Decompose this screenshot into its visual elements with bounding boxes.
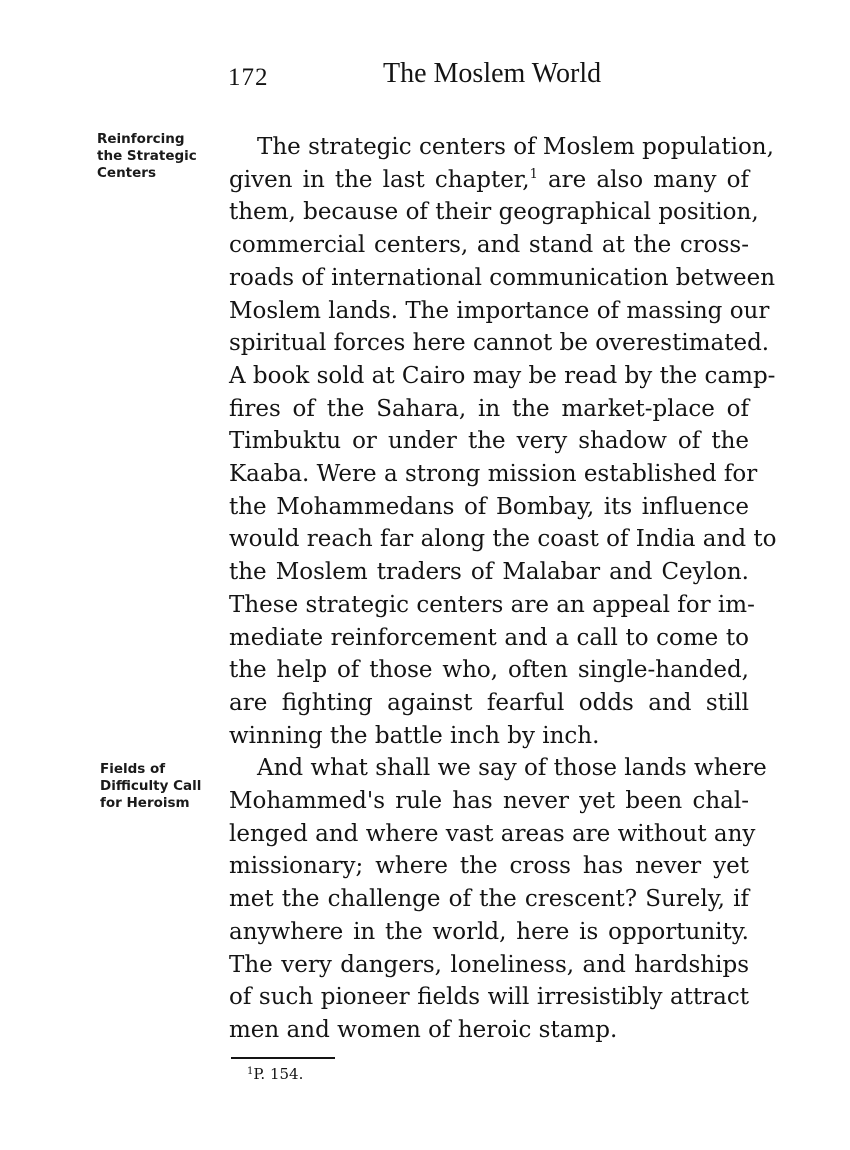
- margin-note-fields: [100, 761, 235, 812]
- text-line: spiritual forces here cannot be overestimated.: [229, 330, 770, 357]
- text-line: men and women of heroic stamp.: [229, 1016, 618, 1043]
- text-line: The very dangers, loneliness, and hardships: [229, 951, 749, 978]
- margin-note-line: the Strategic: [97, 148, 197, 164]
- text-line: And what shall we say of those lands where: [257, 755, 767, 782]
- margin-note-line: for Heroism: [100, 795, 190, 811]
- margin-note-reinforcing: [97, 131, 232, 182]
- text-line: commercial centers, and stand at the cross-: [229, 232, 749, 259]
- text-line: Mohammed's rule has never yet been chal-: [229, 788, 749, 815]
- text-line: Moslem lands. The importance of massing our: [229, 297, 770, 324]
- text-line: them, because of their geographical position,: [229, 199, 759, 226]
- text-line: [229, 164, 749, 197]
- text-line: the Mohammedans of Bombay, its influence: [229, 493, 749, 520]
- text-line: A book sold at Cairo may be read by the camp-: [229, 362, 776, 389]
- footnote-rule: [231, 1057, 335, 1059]
- footnote-marker: 1: [529, 166, 538, 182]
- text-line: Timbuktu or under the very shadow of the: [229, 428, 749, 455]
- text-line: Kaaba. Were a strong mission established for: [229, 461, 758, 488]
- margin-note-line: Centers: [97, 165, 156, 181]
- text-fragment: are also many of: [537, 166, 749, 193]
- text-line: are fighting against fearful odds and still: [229, 689, 749, 716]
- text-line: These strategic centers are an appeal for im-: [229, 591, 755, 618]
- body-text: [229, 131, 777, 1047]
- text-fragment: given in the last chapter,: [229, 166, 530, 193]
- text-line: the Moslem traders of Malabar and Ceylon.: [229, 559, 749, 586]
- page-number: 172: [228, 64, 269, 91]
- text-line: winning the battle inch by inch.: [229, 722, 600, 749]
- running-title: The Moslem World: [383, 58, 602, 89]
- text-line: of such pioneer fields will irresistibly attract: [229, 984, 749, 1011]
- text-line: roads of international communication between: [229, 264, 776, 291]
- text-line: the help of those who, often single-handed,: [229, 657, 749, 684]
- text-line: anywhere in the world, here is opportunity.: [229, 918, 749, 945]
- text-line: would reach far along the coast of India and to: [229, 526, 777, 553]
- footnote: [247, 1065, 303, 1083]
- text-line: The strategic centers of Moslem population,: [257, 134, 774, 160]
- footnote-text: P. 154.: [253, 1065, 304, 1083]
- margin-note-line: Fields of: [100, 761, 166, 777]
- margin-note-line: Reinforcing: [97, 131, 185, 147]
- text-line: fires of the Sahara, in the market-place of: [229, 395, 749, 422]
- running-head: [228, 58, 748, 98]
- text-line: missionary; where the cross has never yet: [229, 853, 749, 880]
- text-line: lenged and where vast areas are without any: [229, 820, 756, 847]
- margin-note-line: Difficulty Call: [100, 778, 202, 794]
- footnote-marker: 1: [247, 1066, 254, 1077]
- text-line: mediate reinforcement and a call to come to: [229, 624, 749, 651]
- text-line: met the challenge of the crescent? Surely, if: [229, 886, 749, 913]
